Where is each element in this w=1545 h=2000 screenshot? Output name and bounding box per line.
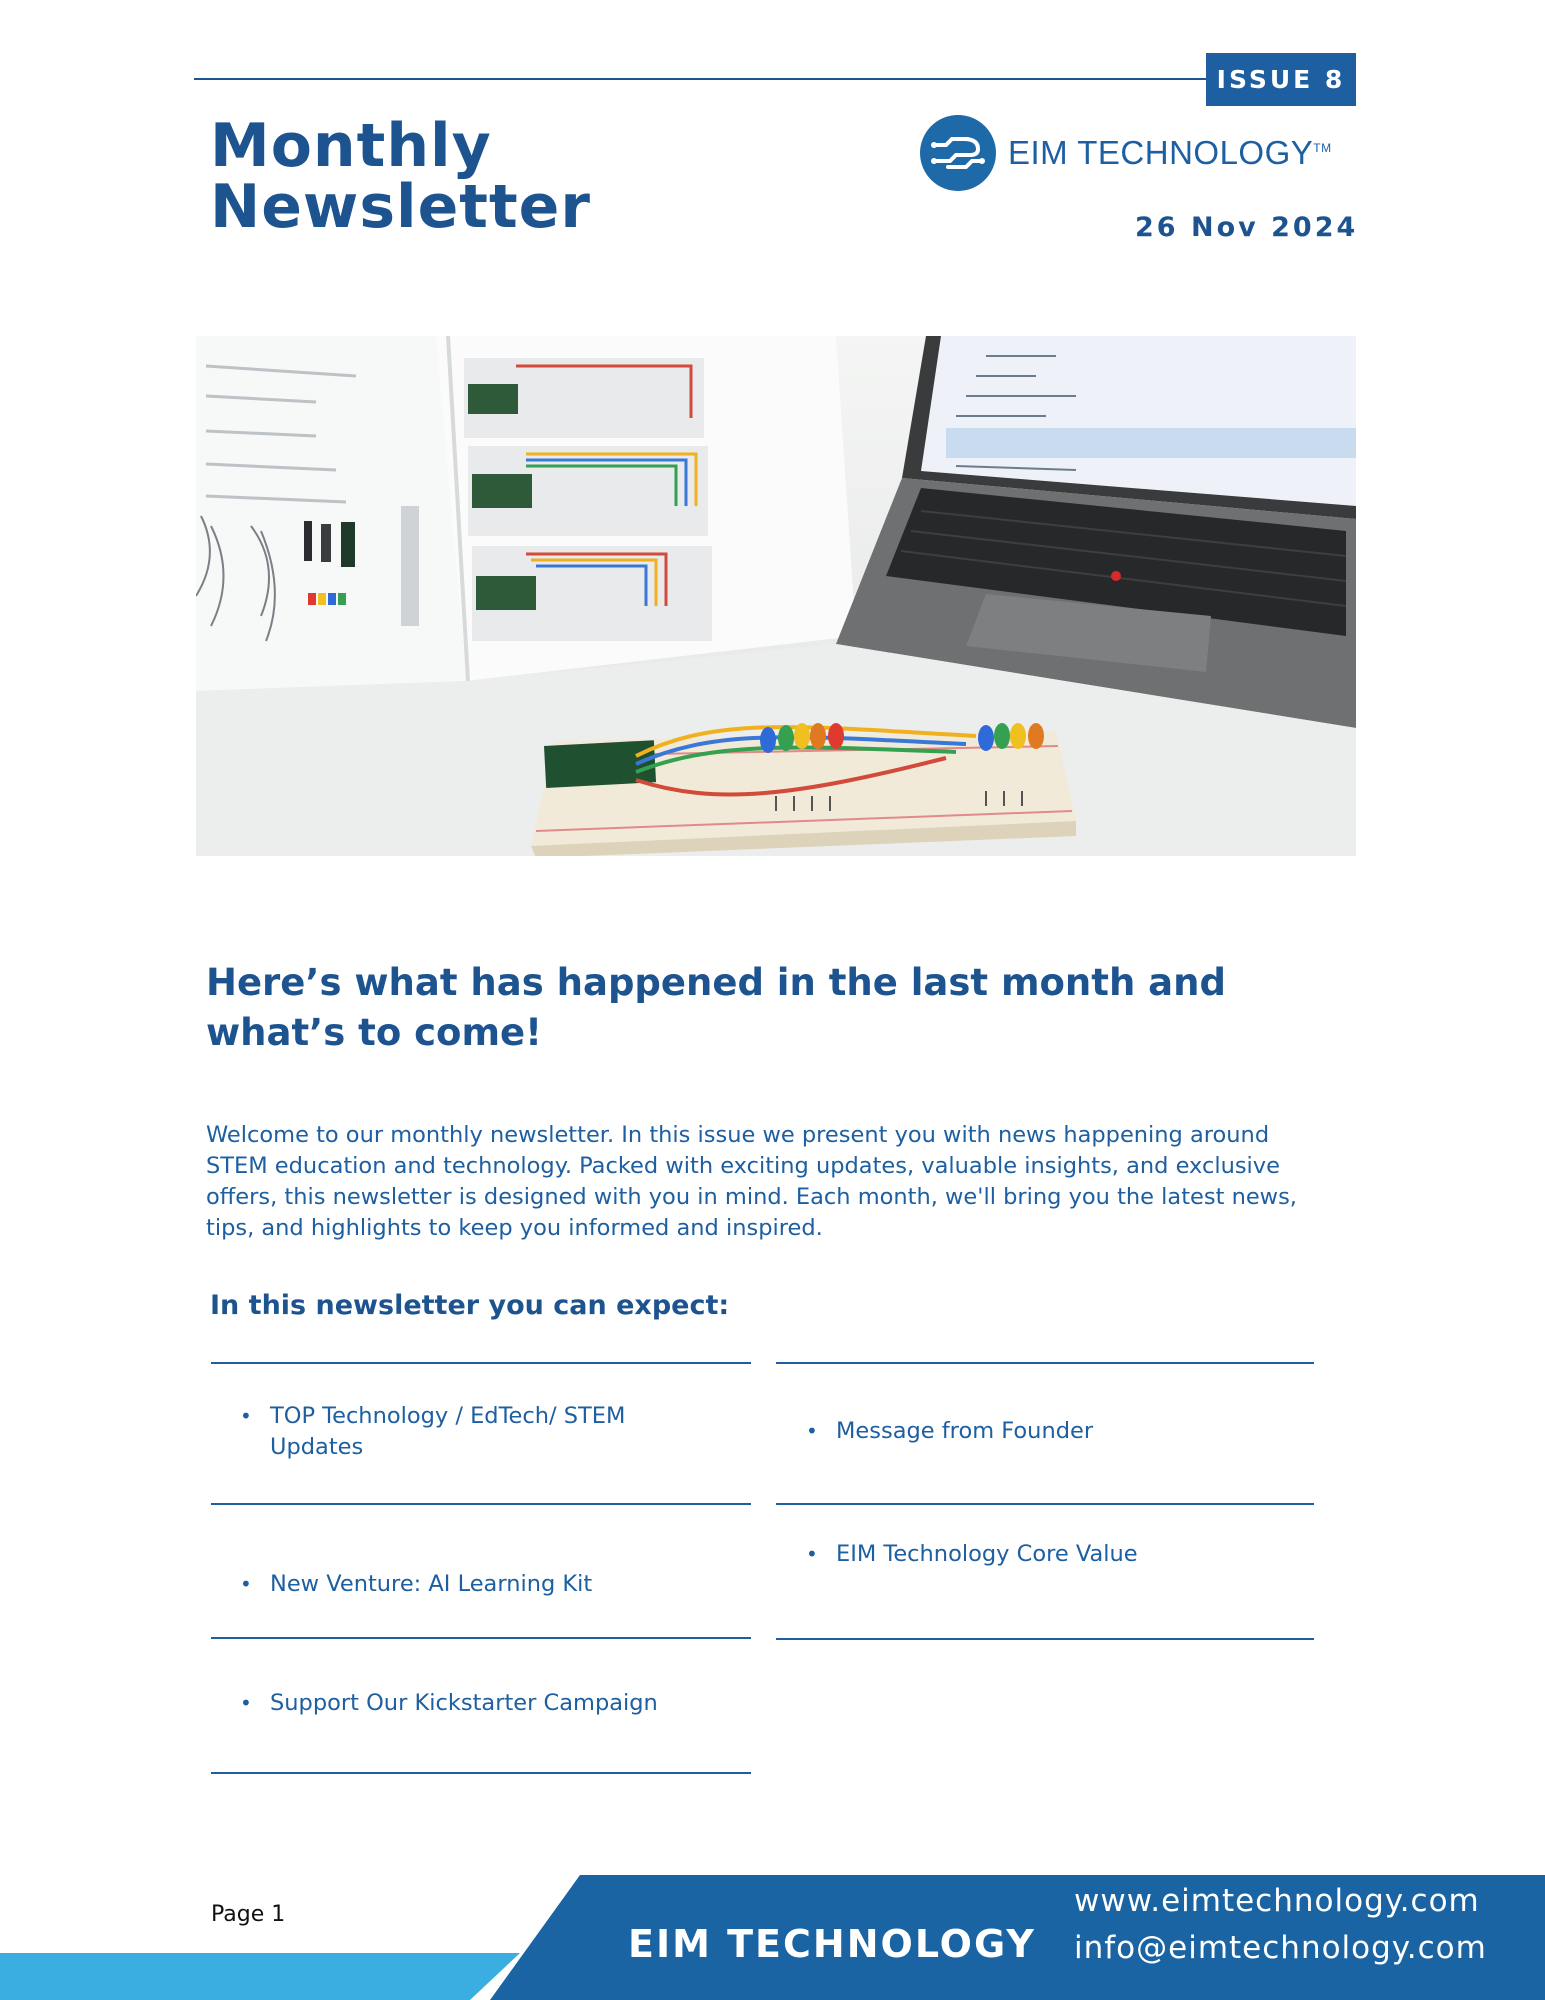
- list-item-text: New Venture: AI Learning Kit: [270, 1571, 593, 1597]
- hero-illustration: [196, 336, 1356, 856]
- intro-paragraph: Welcome to our monthly newsletter. In this issue we present you with news happening around STEM education and technology. Packed with exciting updates, valuable insights, and exclusive offers, this newsletter is designed with you in mind. Each month, we'll bring you the latest news, tips, and highlights to keep you informed and inspired.: [206, 1122, 1297, 1241]
- title-line-1: Monthly: [210, 111, 492, 181]
- list-item-text: Message from Founder: [836, 1418, 1094, 1444]
- divider: [211, 1503, 751, 1505]
- divider: [776, 1503, 1314, 1505]
- issue-badge: ISSUE 8: [1206, 53, 1356, 106]
- section-heading: Here’s what has happened in the last month and what’s to come!: [206, 961, 1226, 1054]
- divider: [211, 1362, 751, 1364]
- company-logo: [920, 115, 1332, 191]
- website-link[interactable]: www.eimtechnology.com: [1074, 1883, 1480, 1919]
- logo-wordmark: [1008, 134, 1332, 172]
- page-number: Page 1: [211, 1902, 286, 1927]
- newsletter-title: [210, 111, 591, 242]
- issue-date: 26 Nov 2024: [1135, 212, 1359, 243]
- list-item-text: Support Our Kickstarter Campaign: [270, 1690, 658, 1716]
- bullet-icon: [240, 1401, 270, 1432]
- list-item: [240, 1401, 680, 1463]
- list-item: [806, 1416, 1286, 1447]
- logo-trademark: TM: [1313, 141, 1332, 155]
- logo-name: EIM TECHNOLOGY: [1008, 134, 1314, 171]
- title-line-2: Newsletter: [210, 172, 591, 242]
- list-item: [240, 1688, 720, 1719]
- bullet-icon: [240, 1569, 270, 1600]
- hero-photo: [196, 336, 1356, 856]
- list-item: [240, 1569, 720, 1600]
- divider: [776, 1362, 1314, 1364]
- bullet-icon: [806, 1416, 836, 1447]
- list-item-text: EIM Technology Core Value: [836, 1541, 1138, 1567]
- email-link[interactable]: info@eimtechnology.com: [1074, 1930, 1487, 1966]
- divider: [211, 1772, 751, 1774]
- footer-brand: EIM TECHNOLOGY: [628, 1922, 1036, 1966]
- list-item-text: TOP Technology / EdTech/ STEM Updates: [270, 1403, 626, 1460]
- divider: [211, 1637, 751, 1639]
- bullet-icon: [240, 1688, 270, 1719]
- list-item: [806, 1539, 1286, 1570]
- header-rule: [194, 78, 1206, 80]
- expect-heading: In this newsletter you can expect:: [210, 1290, 730, 1321]
- divider: [776, 1638, 1314, 1640]
- circuit-logo-icon: [920, 115, 996, 191]
- bullet-icon: [806, 1539, 836, 1570]
